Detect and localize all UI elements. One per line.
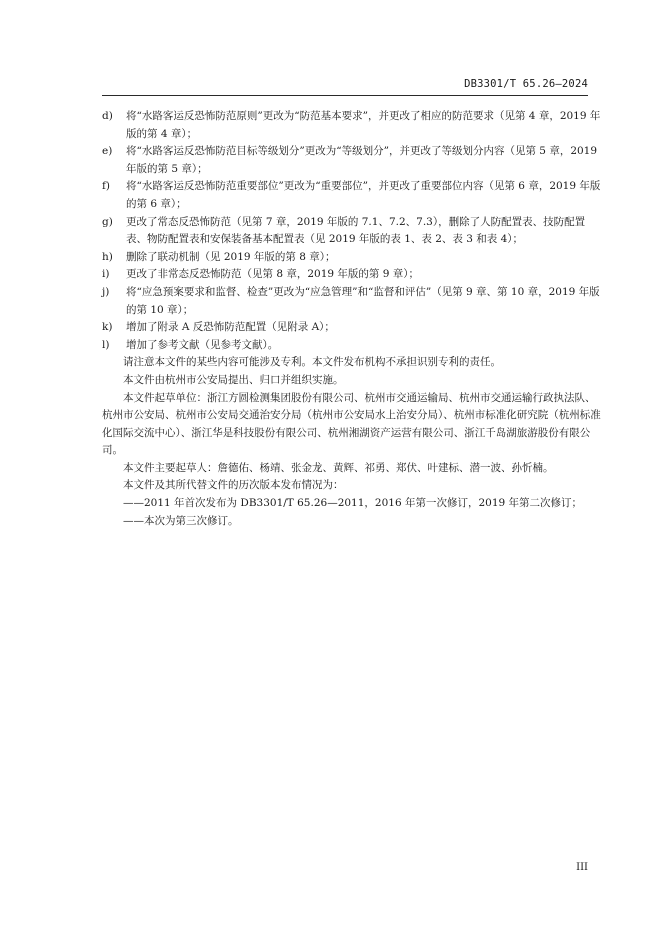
list-item-g <box>102 214 604 249</box>
list-item-text: 将“水路客运反恐怖防范原则”更改为“防范基本要求”，并更改了相应的防范要求（见第 4 章，2019 年版的第 4 章）； <box>126 110 601 140</box>
list-marker: h) <box>102 250 113 263</box>
page-number: III <box>576 862 588 873</box>
list-marker: f) <box>102 180 110 193</box>
list-item-k <box>102 319 604 337</box>
proposer-statement: 本文件由杭州市公安局提出、归口并组织实施。 <box>123 373 344 386</box>
document-body <box>102 108 604 530</box>
list-item-text: 增加了附录 A 反恐怖防范配置（见附录 A）； <box>126 321 335 334</box>
list-marker: d) <box>102 110 113 122</box>
list-item-i <box>102 266 604 284</box>
list-marker: l) <box>102 338 110 351</box>
list-marker: e) <box>102 145 113 158</box>
drafting-units: 本文件起草单位：浙江方圆检测集团股份有限公司、杭州市交通运输局、杭州市交通运输行政执法队、杭州市公安局、杭州市公安局交通治安分局（杭州市公安局水上治安分局）、杭州市标准化研究院（杭州标准化国际交流中心）、浙江华是科技股份有限公司、杭州湘湖资产运营有限公司、浙江千岛湖旅游股份有限公司。 <box>102 391 601 457</box>
list-item-text: 将“水路客运反恐怖防范重要部位”更改为“重要部位”，并更改了重要部位内容（见第 6 章，2019 年版的第 6 章）； <box>126 180 601 210</box>
drafters: 本文件主要起草人：詹德佑、杨靖、张金龙、黄辉、祁勇、郑伏、叶建标、潜一波、孙忻楠。 <box>123 461 554 474</box>
standard-code: DB3301/T 65.26—2024 <box>464 78 588 90</box>
list-item-d <box>102 108 604 143</box>
list-marker: i) <box>102 268 110 281</box>
list-item-text: 将“应急预案要求和监督、检查”更改为“应急管理”和“监督和评估”（见第 9 章、第 10 章，2019 年版的第 10 章）； <box>126 285 600 316</box>
list-item-f <box>102 178 604 213</box>
list-item-l <box>102 337 604 355</box>
patent-notice: 请注意本文件的某些内容可能涉及专利。本文件发布机构不承担识别专利的责任。 <box>123 356 501 369</box>
list-item-text: 更改了非常态反恐怖防范（见第 8 章，2019 年版的第 9 章）； <box>126 268 420 281</box>
list-marker: g) <box>102 215 113 228</box>
list-item-e <box>102 143 604 178</box>
list-item-text: 更改了常态反恐怖防范（见第 7 章，2019 年版的 7.1、7.2、7.3），删除了人防配置表、技防配置表、物防配置表和安保装备基本配置表（见 2019 年版的表 1、表 2、表 3 和表 4）； <box>126 215 586 246</box>
list-item-text: 将“水路客运反恐怖防范目标等级划分”更改为“等级划分”，并更改了等级划分内容（见第 5 章，2019 年版的第 5 章）； <box>126 145 598 175</box>
list-marker: j) <box>102 285 110 298</box>
list-item-text: 删除了联动机制（见 2019 年版的第 8 章）； <box>126 250 336 263</box>
list-item-h <box>102 249 604 267</box>
history-intro: 本文件及其所代替文件的历次版本发布情况为： <box>123 479 344 492</box>
list-item-text: 增加了参考文献（见参考文献）。 <box>126 338 279 351</box>
header-rule <box>102 95 588 96</box>
list-item-j <box>102 284 604 319</box>
history-item: ——2011 年首次发布为 DB3301/T 65.26—2011，2016 年第一次修订，2019 年第二次修订； <box>123 497 583 510</box>
list-marker: k) <box>102 321 113 334</box>
history-item: ——本次为第三次修订。 <box>123 514 239 527</box>
